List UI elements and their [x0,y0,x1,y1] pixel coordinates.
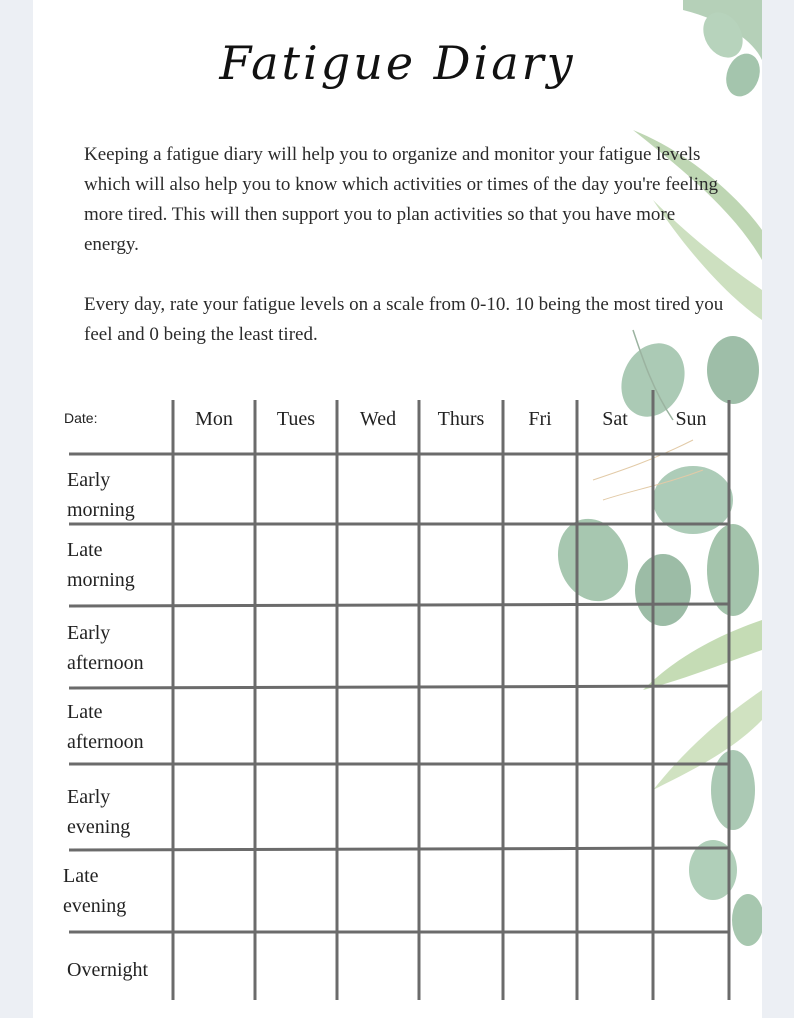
day-header-mon: Mon [195,408,233,430]
day-header-tues: Tues [276,408,316,430]
row-label-early-afternoon [67,618,144,678]
row-label-late-evening [63,861,126,921]
row-label-line: Overnight [67,959,149,981]
page-title: Fatigue Diary [219,36,576,90]
diary-sheet [33,0,762,1018]
row-label-line: afternoon [67,652,144,674]
day-header-fri: Fri [528,408,552,430]
day-header-sat: Sat [602,408,628,430]
row-label-line: Late [67,539,103,561]
row-label-line: Late [63,865,99,887]
row-label-line: morning [67,569,135,591]
day-header-thurs: Thurs [437,408,485,430]
row-label-line: Early [67,469,111,491]
day-header-wed: Wed [359,408,397,430]
row-label-line: evening [63,895,127,917]
row-label-line: evening [67,816,131,838]
row-label-overnight [67,955,148,985]
row-label-line: Late [67,701,103,723]
row-label-line: Early [67,786,111,808]
row-label-early-morning [67,465,135,525]
day-header-sun: Sun [675,408,707,430]
row-label-line: morning [67,499,135,521]
row-label-early-evening [67,782,130,842]
diary-table-grid [33,0,762,1018]
date-label: Date: [64,410,98,426]
intro-paragraph-2: Every day, rate your fatigue levels on a scale from 0-10. 10 being the most tired you feel and 0 being the least tired. [84,294,724,345]
row-label-late-morning [67,535,135,595]
intro-paragraph-1: Keeping a fatigue diary will help you to organize and monitor your fatigue levels which will also help you to know which activities or times of the day you're feeling more tired. This will then support you to plan activities so that you have more energy. [84,144,718,255]
row-label-line: afternoon [67,731,144,753]
row-label-late-afternoon [67,697,144,757]
row-label-line: Early [67,622,111,644]
